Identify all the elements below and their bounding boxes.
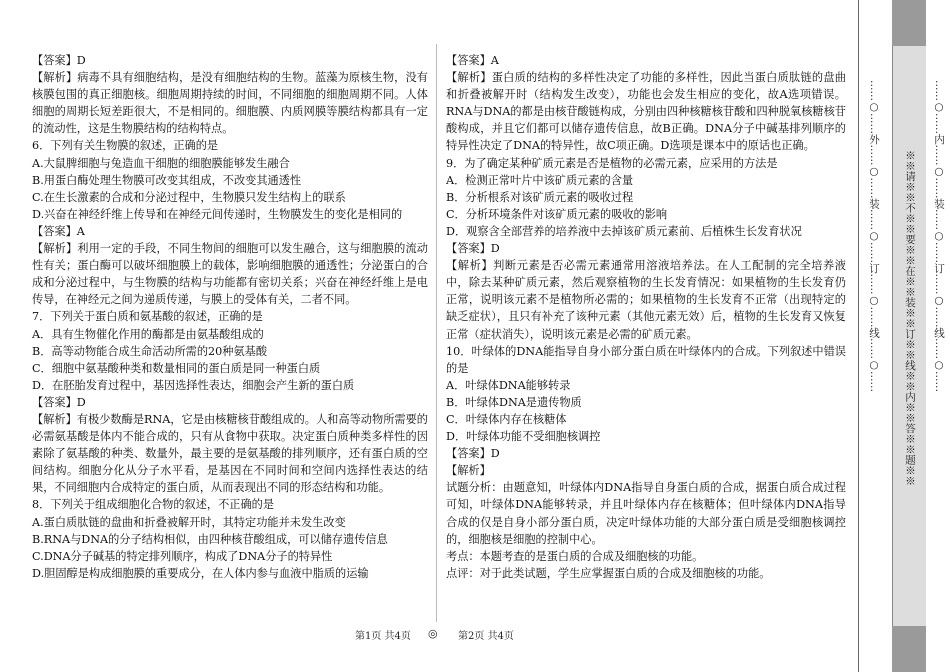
right-line: D．叶绿体功能不受细胞核调控 (446, 430, 601, 444)
left-line: 【答案】A (32, 224, 85, 238)
left-column (32, 52, 428, 582)
right-line: 10．叶绿体的DNA能指导自身小部分蛋白质在叶绿体内的合成。下列叙述中错误的是 (446, 344, 846, 375)
right-line: 点评：对于此类试题，学生应掌握蛋白质的合成及细胞核的功能。 (446, 566, 771, 580)
right-line: 【解析】 (446, 464, 491, 478)
left-line: 7．下列关于蛋白质和氨基酸的叙述，正确的是 (32, 310, 263, 324)
binding-inner-text: ……○……内……○……装……○……订……○……线……○…… (933, 80, 945, 392)
right-line: 考点：本题考查的是蛋白质的合成及细胞核的功能。 (446, 549, 704, 563)
left-line: 8．下列关于组成细胞化合物的叙述，不正确的是 (32, 498, 275, 512)
right-line: 【答案】A (446, 54, 499, 67)
left-line: C.在生长激素的合成和分泌过程中，生物膜只发生结构上的联系 (32, 190, 346, 204)
right-line: D．观察含全部营养的培养液中去掉该矿质元素前、后植株生长发育状况 (446, 224, 802, 238)
right-line: B．分析根系对该矿质元素的吸收过程 (446, 190, 634, 204)
right-line: 【答案】D (446, 242, 500, 256)
binding-top-tab (892, 0, 926, 46)
page-number-left: 第1页 共4页 (355, 631, 411, 642)
left-line: D．在胚胎发育过程中，基因选择性表达，细胞会产生新的蛋白质 (32, 378, 355, 392)
right-line: 9．为了确定某种矿质元素是否是植物的必需元素，应采用的方法是 (446, 156, 778, 170)
page-separator-icon: ◎ (428, 627, 438, 640)
binding-inner-band (892, 0, 928, 672)
left-line: 【解析】病毒不具有细胞结构，是没有细胞结构的生物。蓝藻为原核生物，没有核膜包围的真正细胞核。细胞周期持续的时间，不同细胞的细胞周期不同。人体细胞的周期长短差距很大，不是相同的。细胞膜、内质网膜等膜结构都具有一定的流动性，这是生物膜结构的结构特点。 (32, 71, 428, 136)
right-line: A．检测正常叶片中该矿质元素的含量 (446, 173, 634, 187)
right-line: 【解析】判断元素是否必需元素通常用溶液培养法。在人工配制的完全培养液中，除去某种矿质元素，然后观察植物的生长发育情况：如果植物的生长发育仍正常，说明该元素不是植物所必需的；如果植物的生长发育不正常（出现特定的缺乏症状），且只有补充了该种元素（其他元素无效）后，植物的生长发育又恢复正常（症状消失），说明该元素是必需的矿质元素。 (446, 259, 846, 341)
page-number-right: 第2页 共4页 (458, 631, 514, 642)
left-line: A．具有生物催化作用的酶都是由氨基酸组成的 (32, 327, 264, 341)
left-line: 6．下列有关生物膜的叙述，正确的是 (32, 139, 219, 153)
left-line: 【解析】利用一定的手段，不同生物间的细胞可以发生融合，这与细胞膜的流动性有关；蛋白酶可以破坏细胞膜上的载体，影响细胞膜的通透性；分泌蛋白的合成和分泌过程中，与生物膜的结构与功能都有密切关系；兴奋在神经纤维上是电传导，在神经元之间为递质传递，与膜上的受体有关，二者不同。 (32, 242, 428, 307)
right-line: 【解析】蛋白质的结构的多样性决定了功能的多样性，因此当蛋白质肽链的盘曲和折叠被解开时（结构发生改变），功能也会发生相应的变化，故A选项错误。RNA与DNA的都是由核苷酸链构成，分别由四种核糖核苷酸和四种脱氧核糖核苷酸构成，并且它们都可以储存遗传信息，故B正确。DNA分子中碱基排列顺序的特异性决定了DNA的特异性，故C项正确。D选项是课本中的原话也正确。 (446, 71, 846, 153)
binding-outer-text: ……○……外……○……装……○……订……○……线……○…… (868, 80, 880, 392)
left-line: B.RNA与DNA的分子结构相似，由四种核苷酸组成，可以储存遗传信息 (32, 532, 388, 546)
left-line: C．细胞中氨基酸种类和数量相同的蛋白质是同一种蛋白质 (32, 361, 321, 375)
left-line: B．高等动物能合成生命活动所需的20种氨基酸 (32, 344, 268, 358)
left-line: D.兴奋在神经纤维上传导和在神经元间传递时，生物膜发生的变化是相同的 (32, 207, 403, 221)
right-column (446, 52, 846, 582)
right-line: B．叶绿体DNA是遗传物质 (446, 395, 582, 409)
right-line: C．叶绿体内存在核糖体 (446, 412, 567, 426)
binding-bottom-tab (892, 626, 926, 672)
right-line: C．分析环境条件对该矿质元素的吸收的影响 (446, 207, 668, 221)
left-line: B.用蛋白酶处理生物膜可改变其组成，不改变其通透性 (32, 173, 302, 187)
binding-edge-band (926, 0, 950, 672)
right-line: 试题分析：由题意知，叶绿体内DNA指导自身蛋白质的合成，据蛋白质合成过程可知，叶绿体DNA能够转录，并且叶绿体内存在核糖体；但叶绿体内DNA指导合成的仅是自身小部分蛋白质，决定叶绿体功能的大部分蛋白质是受细胞核调控的，细胞核是细胞的控制中心。 (446, 481, 846, 546)
left-line: 【答案】D (32, 54, 86, 67)
left-line: 【答案】D (32, 395, 86, 409)
right-line: A．叶绿体DNA能够转录 (446, 378, 571, 392)
left-line: A.大鼠脾细胞与兔造血干细胞的细胞膜能够发生融合 (32, 156, 290, 170)
binding-warning-text: ※※请※※不※※要※※在※※装※※订※※线※※内※※答※※题※※ (904, 150, 916, 486)
left-line: A.蛋白质肽链的盘曲和折叠被解开时，其特定功能并未发生改变 (32, 515, 346, 529)
left-line: C.DNA分子碱基的特定排列顺序，构成了DNA分子的特异性 (32, 549, 333, 563)
left-line: 【解析】有极少数酶是RNA，它是由核糖核苷酸组成的。人和高等动物所需要的必需氨基酸是体内不能合成的，只有从食物中获取。决定蛋白质种类多样性的因素除了氨基酸的种类、数量外，最主要的是氨基酸的排列顺序，还有蛋白质的空间结构。细胞分化从分子水平看，是基因在不同时间和空间内选择性表达的结果，不同细胞内合成特定的蛋白质，从而表现出不同的形态结构和功能。 (32, 412, 428, 495)
binding-outer-band (858, 0, 893, 672)
column-divider (436, 44, 437, 622)
right-line: 【答案】D (446, 447, 500, 461)
left-line: D.胆固醇是构成细胞膜的重要成分，在人体内参与血液中脂质的运输 (32, 566, 369, 580)
binding-margin (858, 0, 950, 672)
